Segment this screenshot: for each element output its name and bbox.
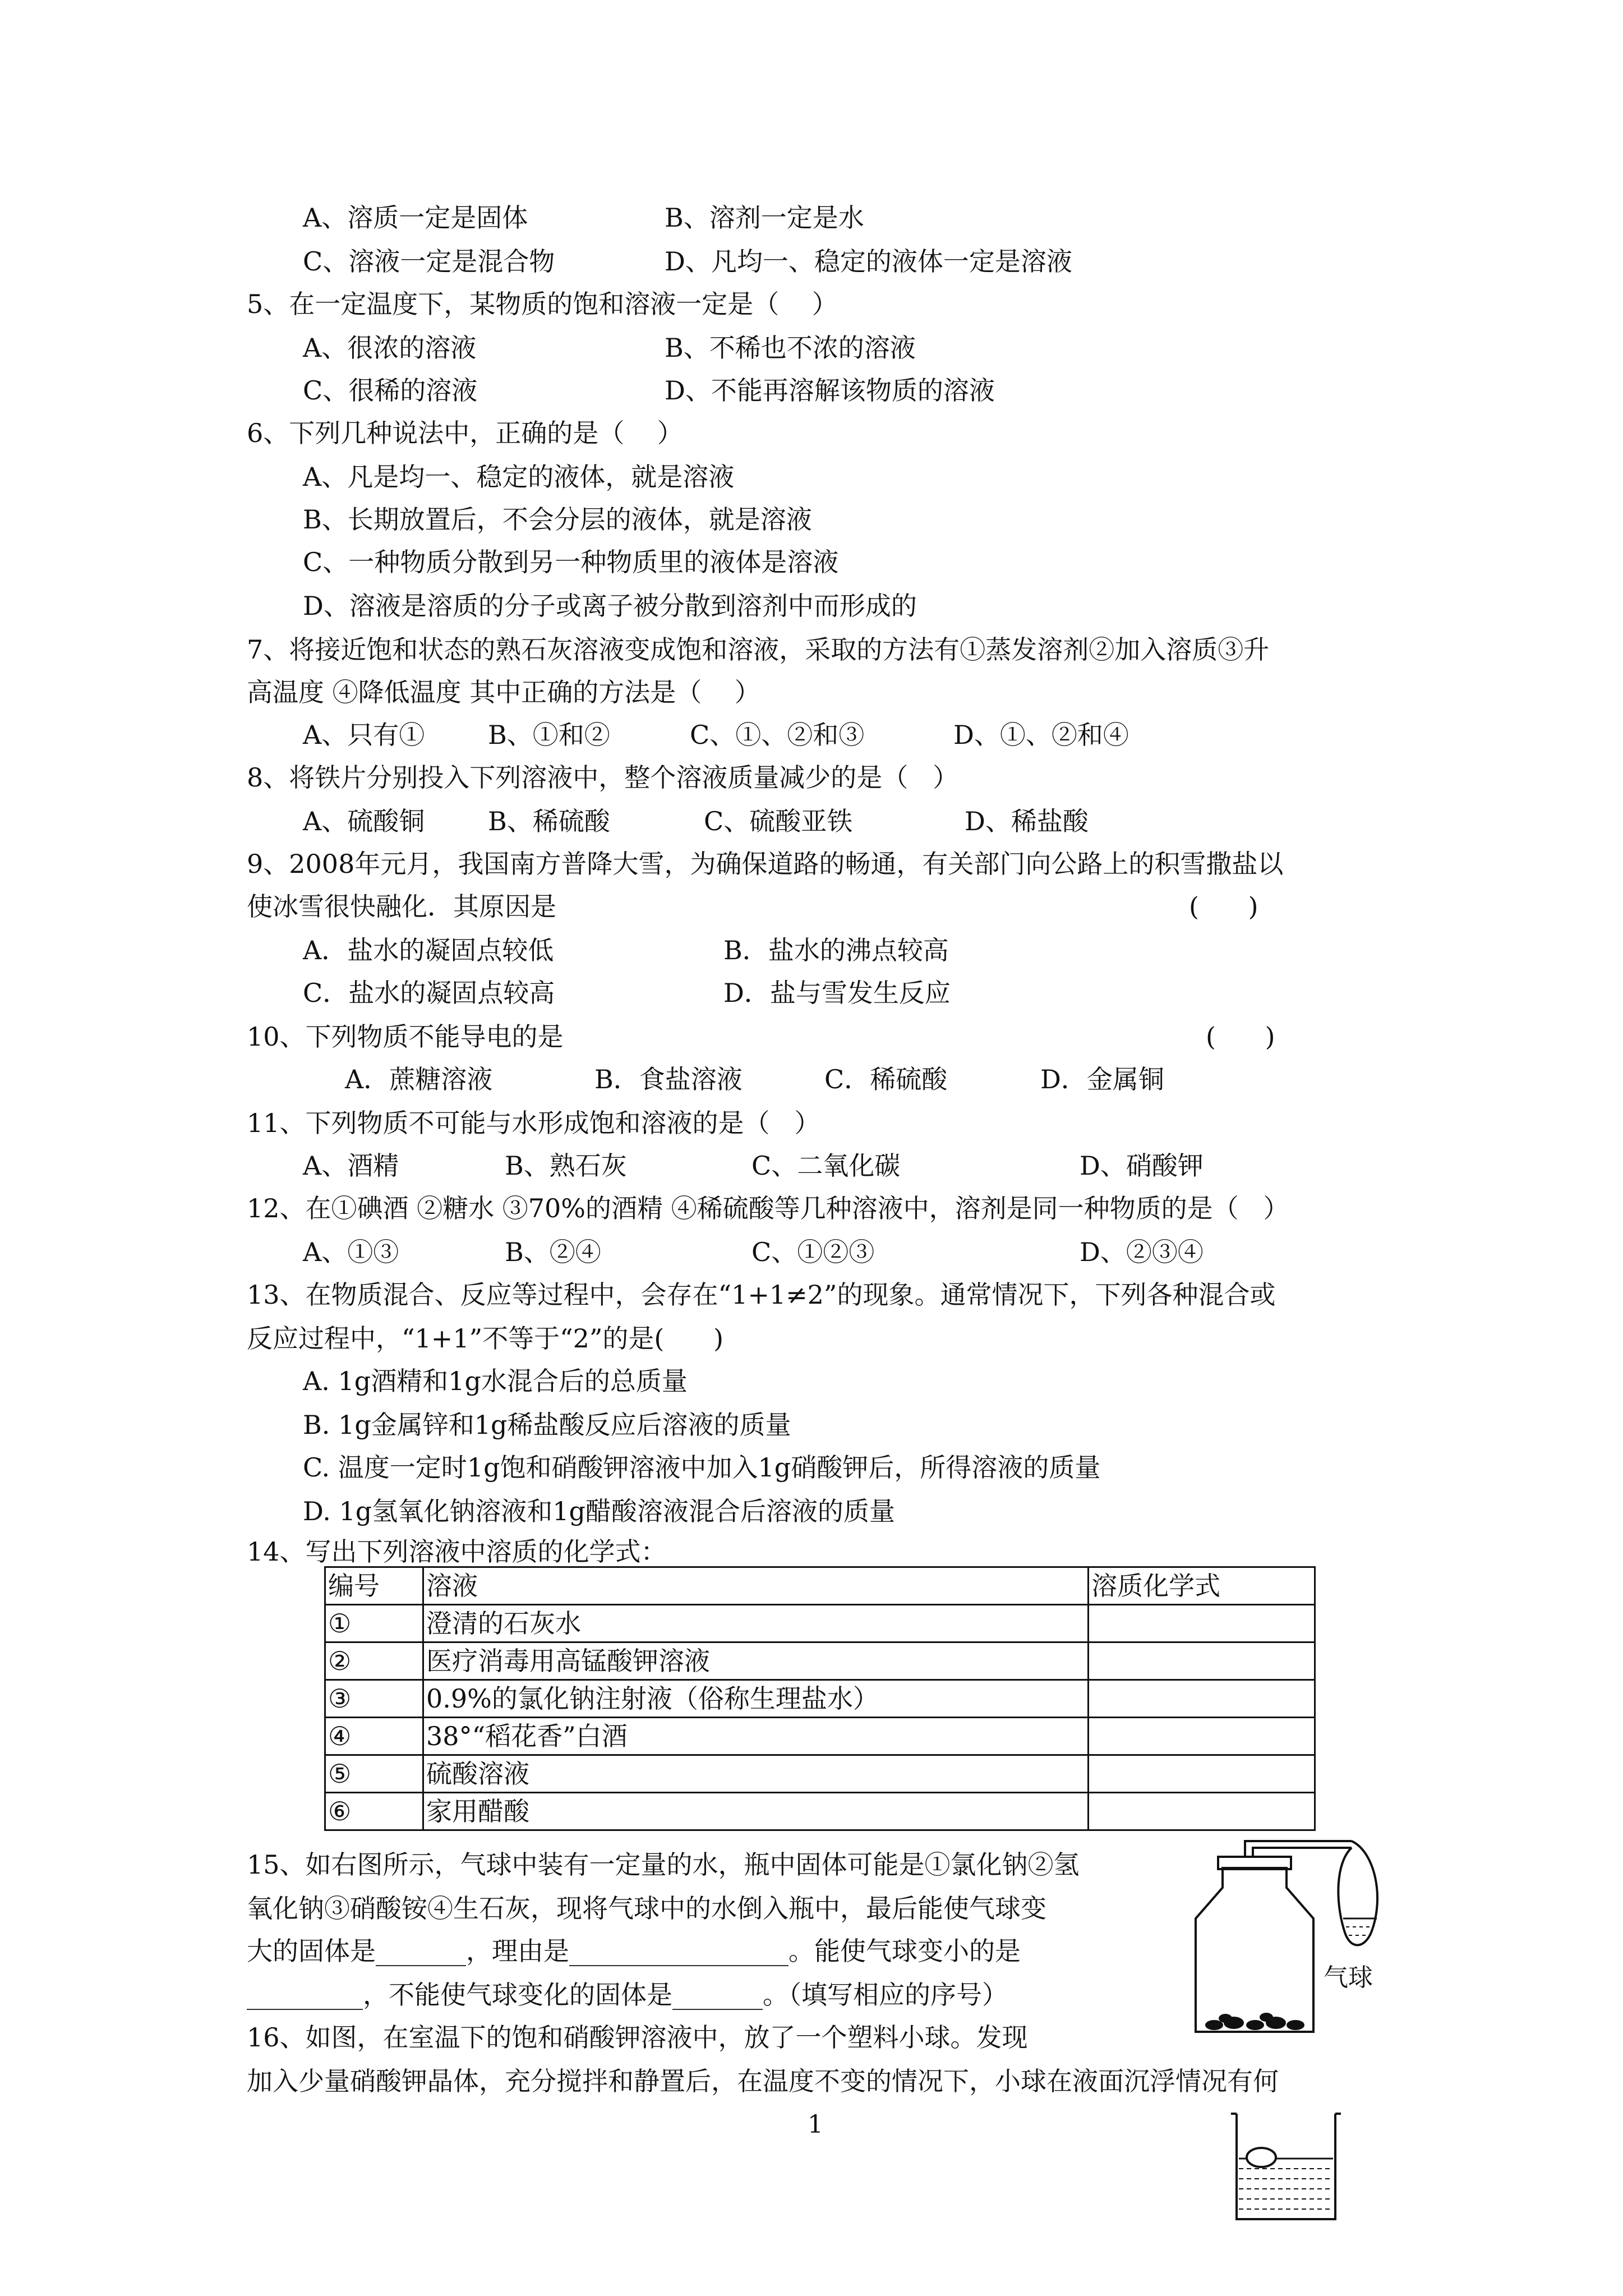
q6-option-c: C、一种物质分散到另一种物质里的液体是溶液 xyxy=(303,547,839,577)
row-number: ③ xyxy=(325,1680,423,1718)
row-answer-cell[interactable] xyxy=(1089,1755,1315,1793)
q9-option-c: C．盐水的凝固点较高 xyxy=(303,978,555,1008)
q10-option-a: A．蔗糖溶液 xyxy=(345,1064,493,1094)
q13-stem-line1: 13、在物质混合、反应等过程中，会存在“1+1≠2”的现象。通常情况下，下列各种混合或 xyxy=(247,1280,1276,1310)
table-row xyxy=(325,1793,1315,1830)
q6-option-b: B、长期放置后，不会分层的液体，就是溶液 xyxy=(303,504,812,535)
q15-line1: 15、如右图所示，气球中装有一定量的水，瓶中固体可能是①氯化钠②氢 xyxy=(247,1849,1080,1880)
row-solution: 0.9%的氯化钠注射液（俗称生理盐水） xyxy=(423,1680,1089,1718)
row-answer-cell[interactable] xyxy=(1089,1642,1315,1680)
row-answer-cell[interactable] xyxy=(1089,1680,1315,1718)
row-number: ⑤ xyxy=(325,1755,423,1793)
q6-stem: 6、下列几种说法中，正确的是（ ） xyxy=(247,418,683,448)
q4-option-a: A、溶质一定是固体 xyxy=(303,203,528,233)
q16-line2: 加入少量硝酸钾晶体，充分搅拌和静置后，在温度不变的情况下，小球在液面沉浮情况有何 xyxy=(247,2066,1279,2096)
q13-option-d: D. 1g氢氧化钠溶液和1g醋酸溶液混合后溶液的质量 xyxy=(303,1496,895,1526)
row-solution: 澄清的石灰水 xyxy=(423,1605,1089,1642)
q12-option-c: C、①②③ xyxy=(751,1237,875,1267)
table-row xyxy=(325,1680,1315,1718)
q4-option-d: D、凡均一、稳定的液体一定是溶液 xyxy=(665,246,1072,277)
q10-answer-paren: ( ) xyxy=(1206,1022,1275,1052)
row-answer-cell[interactable] xyxy=(1089,1718,1315,1755)
header-number: 编号 xyxy=(325,1567,423,1605)
table-row xyxy=(325,1718,1315,1755)
q8-option-d: D、稀盐酸 xyxy=(965,806,1089,836)
q6-option-d: D、溶液是溶质的分子或离子被分散到溶剂中而形成的 xyxy=(303,591,917,621)
q11-option-c: C、二氧化碳 xyxy=(751,1151,901,1181)
row-answer-cell[interactable] xyxy=(1089,1605,1315,1642)
row-number: ④ xyxy=(325,1718,423,1755)
q5-option-a: A、很浓的溶液 xyxy=(303,333,477,363)
q10-option-b: B．食盐溶液 xyxy=(594,1064,743,1094)
table-row xyxy=(325,1605,1315,1642)
q12-option-d: D、②③④ xyxy=(1080,1237,1204,1267)
q14-stem: 14、写出下列溶液中溶质的化学式： xyxy=(247,1536,667,1567)
q10-stem: 10、下列物质不能导电的是 xyxy=(247,1022,564,1052)
q11-stem: 11、下列物质不可能与水形成饱和溶液的是（ ） xyxy=(247,1108,820,1138)
q10-option-d: D．金属铜 xyxy=(1040,1064,1164,1094)
q12-stem: 12、在①碘酒 ②糖水 ③70%的酒精 ④稀硫酸等几种溶液中，溶剂是同一种物质的是（ ） xyxy=(247,1193,1289,1223)
q5-stem: 5、在一定温度下，某物质的饱和溶液一定是（ ） xyxy=(247,289,838,319)
row-number: ② xyxy=(325,1642,423,1680)
plastic-ball-icon xyxy=(1247,2148,1276,2167)
q8-option-c: C、硫酸亚铁 xyxy=(704,806,853,836)
q5-option-b: B、不稀也不浓的溶液 xyxy=(665,333,916,363)
q11-option-a: A、酒精 xyxy=(303,1151,399,1181)
q8-stem: 8、将铁片分别投入下列溶液中，整个溶液质量减少的是（ ） xyxy=(247,762,959,793)
q9-option-b: B．盐水的沸点较高 xyxy=(723,935,949,965)
q9-stem-line1: 9、2008年元月，我国南方普降大雪，为确保道路的畅通，有关部门向公路上的积雪撒盐以 xyxy=(247,849,1284,879)
q10-option-c: C．稀硫酸 xyxy=(824,1064,948,1094)
row-solution: 医疗消毒用高锰酸钾溶液 xyxy=(423,1642,1089,1680)
q9-answer-paren: ( ) xyxy=(1189,891,1258,922)
table-row xyxy=(325,1642,1315,1680)
row-solution: 38°“稻花香”白酒 xyxy=(423,1718,1089,1755)
q7-option-d: D、①、②和④ xyxy=(953,720,1129,750)
q8-option-a: A、硫酸铜 xyxy=(303,806,425,836)
q13-option-c: C. 温度一定时1g饱和硝酸钾溶液中加入1g硝酸钾后，所得溶液的质量 xyxy=(303,1452,1101,1483)
q11-option-d: D、硝酸钾 xyxy=(1080,1151,1204,1181)
header-solute-formula: 溶质化学式 xyxy=(1089,1567,1315,1605)
q12-option-a: A、①③ xyxy=(303,1237,399,1267)
q13-stem-line2: 反应过程中，“1+1”不等于“2”的是( ) xyxy=(247,1323,724,1354)
row-solution: 家用醋酸 xyxy=(423,1793,1089,1830)
q7-option-b: B、①和② xyxy=(488,720,610,750)
q7-option-c: C、①、②和③ xyxy=(690,720,865,750)
q4-option-b: B、溶剂一定是水 xyxy=(665,203,864,233)
row-number: ① xyxy=(325,1605,423,1642)
q8-option-b: B、稀硫酸 xyxy=(488,806,610,836)
q11-option-b: B、熟石灰 xyxy=(505,1151,627,1181)
page-number: 1 xyxy=(808,2110,823,2139)
q16-line1: 16、如图，在室温下的饱和硝酸钾溶液中，放了一个塑料小球。发现 xyxy=(247,2022,1028,2053)
q9-option-d: D．盐与雪发生反应 xyxy=(723,978,951,1008)
beaker-ball-figure xyxy=(1225,2109,1349,2227)
q7-stem-line1: 7、将接近饱和状态的熟石灰溶液变成饱和溶液，采取的方法有①蒸发溶剂②加入溶质③升 xyxy=(247,634,1270,665)
balloon-label: 气球 xyxy=(1324,1963,1373,1992)
row-answer-cell[interactable] xyxy=(1089,1793,1315,1830)
q13-option-b: B. 1g金属锌和1g稀盐酸反应后溶液的质量 xyxy=(303,1410,791,1440)
q13-option-a: A. 1g酒精和1g水混合后的总质量 xyxy=(303,1366,688,1396)
q7-option-a: A、只有① xyxy=(303,720,425,750)
q5-option-d: D、不能再溶解该物质的溶液 xyxy=(665,375,995,406)
q9-option-a: A．盐水的凝固点较低 xyxy=(303,935,554,965)
solute-formula-table xyxy=(324,1566,1316,1831)
q15-line4: _________，不能使气球变化的固体是_______。（填写相应的序号） xyxy=(247,1980,1008,2010)
row-solution: 硫酸溶液 xyxy=(423,1755,1089,1793)
q12-option-b: B、②④ xyxy=(505,1237,601,1267)
q7-stem-line2: 高温度 ④降低温度 其中正确的方法是（ ） xyxy=(247,677,760,707)
bottle-balloon-figure xyxy=(1183,1834,1396,2042)
q15-line2: 氧化钠③硝酸铵④生石灰，现将气球中的水倒入瓶中，最后能使气球变 xyxy=(247,1893,1046,1924)
q9-stem-line2: 使冰雪很快融化．其原因是 xyxy=(247,891,556,922)
solid-particles-icon xyxy=(1205,2013,1304,2030)
row-number: ⑥ xyxy=(325,1793,423,1830)
table-header-row xyxy=(325,1567,1315,1605)
q15-line3: 大的固体是_______，理由是_________________。能使气球变小的是 xyxy=(247,1936,1021,1966)
q5-option-c: C、很稀的溶液 xyxy=(303,375,478,406)
table-row xyxy=(325,1755,1315,1793)
header-solution: 溶液 xyxy=(423,1567,1089,1605)
q6-option-a: A、凡是均一、稳定的液体，就是溶液 xyxy=(303,462,735,492)
q4-option-c: C、溶液一定是混合物 xyxy=(303,246,555,277)
